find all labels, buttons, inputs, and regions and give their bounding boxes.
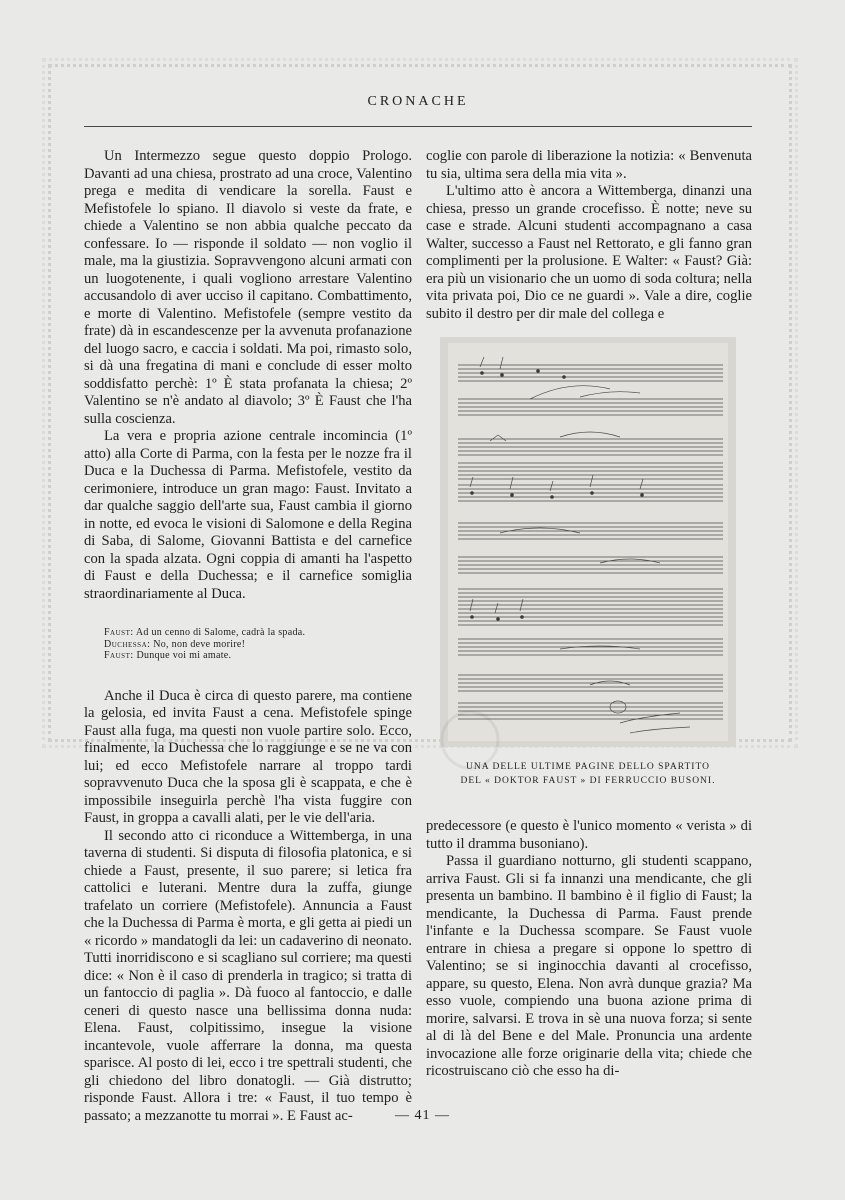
right-column-top bbox=[426, 148, 752, 323]
paragraph: Il secondo atto ci riconduce a Wittemberga, in una taverna di studenti. Si disputa di filosofia platonica, e si chiede a Faust, presente, il suo parere; si letica fra cattolici e luterani. Mentre dura la zuffa, giunge trafelato un corriere (Mefistofele). Annuncia a Faust che la Duchessa di Parma è morta, e gli getta ai piedi un « ricordo » mandatogli da lei: un cadaverino di neonato. Tutti inorridiscono e si scagliano sul corriere; ma questi dice: « Non è il caso di prenderla in tragico; si tratta di un fantoccio di paglia ». Dà fuoco al fantoccio, e dalle ceneri di questo nasce una bellissima donna nuda: Elena. Faust, colpitissimo, insegue la visione incantevole, vuole afferrare la donna, ma questa sparisce. Al posto di lei, ecco i tre spettrali studenti, che gli chiedono del libro donatogli. — Già distrutto; risponde Faust. Allora i tre: « Faust, il tuo tempo è passato; a mezzanotte tu morrai ». E Faust ac- bbox=[84, 827, 412, 1124]
paragraph: Passa il guardiano notturno, gli studenti scappano, arriva Faust. Gli si fa innanzi una mendicante, che gli presenta un bambino. Il bambino è il figlio di Faust; la mendicante, la Duchessa di Parma. Faust prende l'infante e la Duchessa scompare. Se Faust vuole entrare in chiesa a pregare si oppone lo spettro di Valentino; se si inginocchia davanti al crocefisso, appare, su questo, Elena. Non avrà dunque grazia? Ma esso vuole, compiendo una buona azione prima di morire, salvarsi. E trova in sè una nuova forza; si sente al di là del Bene e del Male. Pronuncia una ardente invocazione alle forze originarie della vita; chiede che ricostruiscano ciò che esso ha di- bbox=[426, 853, 752, 1079]
paragraph: Anche il Duca è circa di questo parere, ma contiene la gelosia, ed invita Faust a cena. Mefistofele spinge Faust alla fuga, ma questi non vuole partire solo. Ecco, finalmente, la Duchessa che lo raggiunge e se ne va con lui; ed ecco Mefistofele narrare al troppo tardi sopravvenuto Duca che la sposa gli è scappata, e che è impossibile inseguirla perchè l'ha vista fuggire con Faust, in groppa a cavalli alati, per le vie dell'aria. bbox=[84, 687, 412, 826]
line: Dunque voi mi amate. bbox=[136, 650, 232, 661]
speaker: Faust: bbox=[104, 650, 134, 661]
figure-caption bbox=[436, 760, 740, 788]
right-column-bottom bbox=[426, 818, 752, 1081]
speaker: Duchessa: bbox=[104, 638, 151, 650]
speaker: Faust: bbox=[104, 627, 134, 638]
dialogue-quote bbox=[104, 627, 412, 662]
paragraph: predecessore (e questo è l'unico momento « verista » di tutto il dramma busoniano). bbox=[426, 818, 752, 852]
caption-line: DEL « DOKTOR FAUST » DI FERRUCCIO BUSONI. bbox=[460, 776, 716, 786]
page-number: — 41 — bbox=[395, 1108, 450, 1123]
paragraph: coglie con parole di liberazione la notizia: « Benvenuta tu sia, ultima sera della mia vita ». bbox=[426, 148, 752, 182]
left-column bbox=[84, 148, 412, 1125]
line: Ad un cenno di Salome, cadrà la spada. bbox=[135, 627, 306, 638]
paragraph: La vera e propria azione centrale incomincia (1º atto) alla Corte di Parma, con la festa per le nozze fra il Duca e la Duchessa di Parma. Mefistofele, vestito da cerimoniere, introduce un gran mago: Faust. Invitato a dar qualche saggio dell'arte sua, Faust cambia il giorno in notte, ed evoca le visioni di Salomone e della Regina di Saba, di Salome, Giovanni Battista e del carnefice con la spada alzata. Ogni coppia di amanti ha l'aspetto di Faust e della Duchessa; e il carnefice somiglia straordinariamente al Duca. bbox=[84, 428, 412, 602]
page-header: CRONACHE bbox=[367, 94, 469, 109]
score-image bbox=[440, 337, 736, 747]
caption-line: UNA DELLE ULTIME PAGINE DELLO SPARTITO bbox=[466, 762, 710, 772]
manuscript-score-graphic bbox=[440, 337, 736, 747]
paragraph: L'ultimo atto è ancora a Wittemberga, dinanzi una chiesa, presso un grande crocefisso. È notte; neve su case e strade. Alcuni studenti accompagnano a casa Walter, successo a Faust nel Rettorato, e gli fanno gran complimenti per la prolusione. E Walter: « Faust? Già: era più un visionario che un uomo di soda coltura; nella vita privata poi, Dio ce ne guardi ». Vale a dire, coglie subito il destro per dir male del collega e bbox=[426, 183, 752, 322]
header-rule bbox=[84, 126, 752, 127]
paragraph: Un Intermezzo segue questo doppio Prologo. Davanti ad una chiesa, prostrato ad una croce, Valentino prega e medita di vendicare la sorella. Faust e Mefistofele lo spiano. Il diavolo si veste da frate, e chiede a Valentino se non abbia qualche peccato da confessare. Io — risponde il soldato — non voglio il male, ma la giustizia. Sopravvengono alcuni armati con un luogotenente, i quali vogliono arrestare Valentino accusandolo di aver ucciso il capitano. Combattimento, e morte di Valentino. Mefistofele (sempre vestito da frate) dà in escandescenze per la avvenuta profanazione del luogo sacro, e caccia i soldati. Ma poi, rimasto solo, si dà una fregatina di mani e conclude di esser molto soddisfatto perchè: 1º È stata profanata la chiesa; 2º Valentino se n'è andato al diavolo; 3º È Faust che l'ha sulla coscienza. bbox=[84, 148, 412, 427]
line: No, non deve morire! bbox=[153, 638, 246, 650]
